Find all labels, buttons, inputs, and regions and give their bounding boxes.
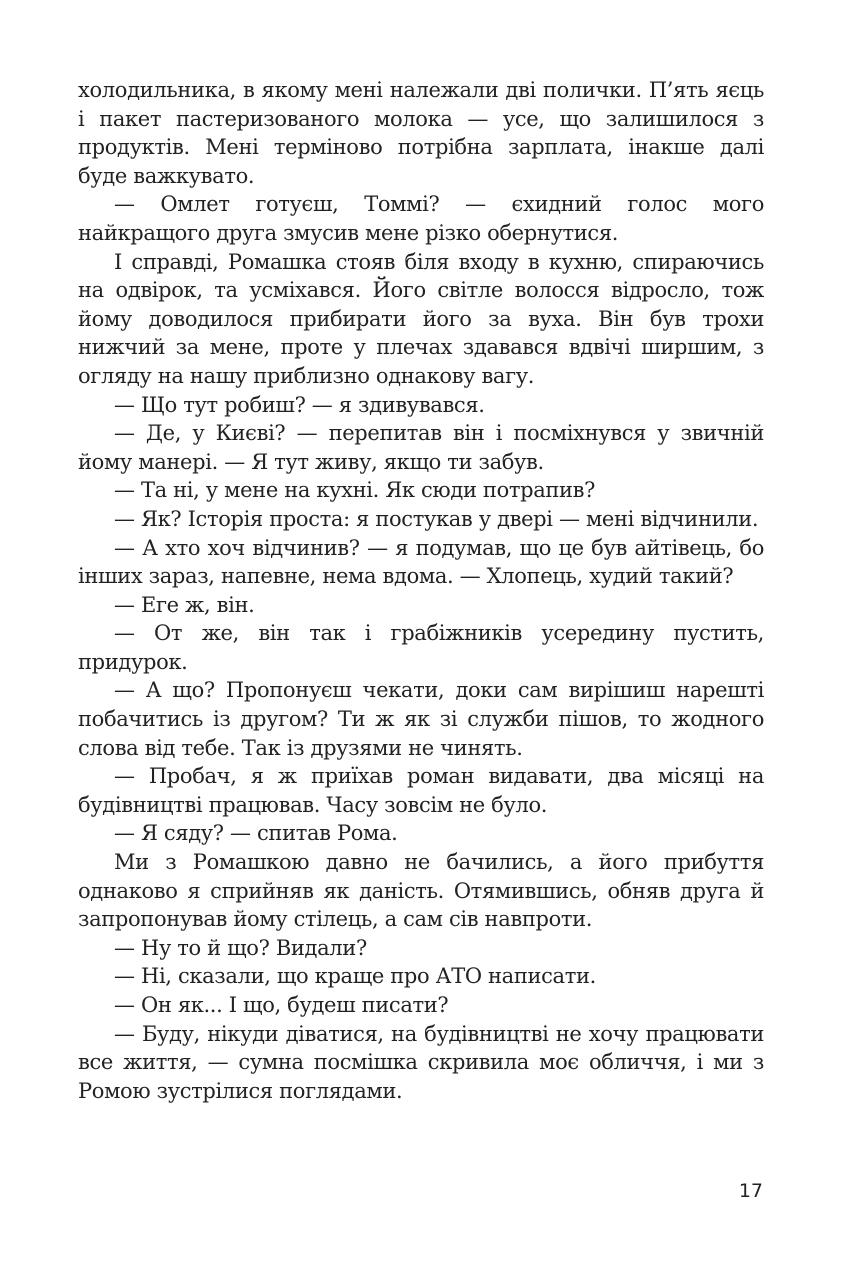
paragraph-4: — Що тут робиш? — я здивувався.	[114, 392, 485, 417]
paragraph-5: — Де, у Києві? — перепитав він і посміхнувся у звичній йому манері. — Я тут живу, якщо ти забув.	[78, 421, 764, 474]
paragraph-3: І справді, Ромашка стояв біля входу в кухню, спираючись на одвірок, та усміхався. Його світле волосся відросло, тож йому доводилося прибирати його за вуха. Він був трохи нижчий за мене, проте у плечах здавався вдвічі ширшим, з огляду на нашу приблизно однакову вагу.	[78, 249, 764, 388]
paragraph-15: — Ну то й що? Видали?	[114, 935, 367, 960]
page-number: 17	[738, 1180, 763, 1202]
paragraph-1: холодильника, в якому мені належали дві полички. П’ять яєць і пакет пастеризованого молока — усе, що залишилося з продуктів. Мені терміново потрібна зарплата, інакше далі буде важкувато.	[78, 78, 764, 188]
paragraph-12: — Пробач, я ж приїхав роман видавати, два місяці на будівництві працював. Часу зовсім не було.	[78, 764, 764, 817]
paragraph-10: — От же, він так і грабіжників усередину пустить, придурок.	[78, 621, 764, 674]
paragraph-14: Ми з Ромашкою давно не бачились, а його прибуття однаково я сприйняв як даність. Отямившись, обняв друга й запропонував йому стілець, а сам сів навпроти.	[78, 850, 764, 932]
paragraph-13: — Я сяду? — спитав Рома.	[114, 821, 398, 846]
paragraph-16: — Ні, сказали, що краще про АТО написати.	[114, 964, 596, 989]
paragraph-11: — А що? Пропонуєш чекати, доки сам вирішиш нарешті побачитись із другом? Ти ж як зі служби пішов, то жодного слова від тебе. Так із друзями не чинять.	[78, 678, 764, 760]
paragraph-18: — Буду, нікуди діватися, на будівництві не хочу працювати все життя, — сумна посмішка скривила моє обличчя, і ми з Ромою зустрілися поглядами.	[78, 1021, 764, 1103]
paragraph-7: — Як? Історія проста: я постукав у двері — мені відчинили.	[114, 506, 759, 531]
paragraph-2: — Омлет готуєш, Томмі? — єхидний голос мого найкращого друга змусив мене різко обернутися.	[78, 192, 764, 245]
paragraph-8: — А хто хоч відчинив? — я подумав, що це був айтівець, бо інших зараз, напевне, нема вдома. — Хлопець, худий такий?	[78, 535, 764, 589]
paragraph-6: — Та ні, у мене на кухні. Як сюди потрапив?	[114, 478, 596, 503]
page-body	[78, 76, 764, 1105]
paragraph-17: — Он як... І що, будеш писати?	[114, 993, 449, 1017]
paragraph-9: — Еге ж, він.	[114, 592, 255, 617]
